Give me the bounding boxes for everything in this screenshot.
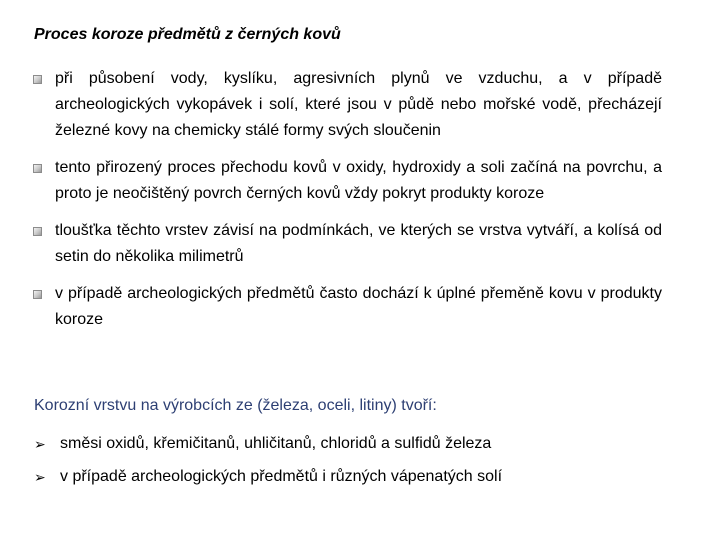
bullet-text: v případě archeologických předmětů často dochází k úplné přeměně kovu v produkty koroze <box>55 285 662 328</box>
subheading: Korozní vrstvu na výrobcích ze (železa, oceli, litiny) tvoří: <box>34 397 437 414</box>
bullet-item <box>30 281 662 333</box>
arrow-list-item <box>34 465 674 489</box>
bullet-item <box>30 155 662 207</box>
square-bullet-icon <box>33 164 42 173</box>
bullet-item <box>30 66 662 144</box>
square-bullet-icon <box>33 290 42 299</box>
bullet-text: při působení vody, kyslíku, agresivních plynů ve vzduchu, a v případě archeologických vykopávek i solí, které jsou v půdě nebo mořské vodě, přecházejí železné kovy na chemicky stálé formy svých sloučenin <box>55 70 662 139</box>
square-bullet-icon <box>33 75 42 84</box>
bullet-text: tento přirozený proces přechodu kovů v oxidy, hydroxidy a soli začíná na povrchu, a proto je neočištěný povrch černých kovů vždy pokryt produkty koroze <box>55 159 662 202</box>
slide-title: Proces koroze předmětů z černých kovů <box>34 26 341 43</box>
bullet-item <box>30 218 662 270</box>
arrow-bullet-icon: ➢ <box>34 469 46 485</box>
arrow-list <box>34 432 674 489</box>
arrow-item-text: v případě archeologických předmětů i různých vápenatých solí <box>60 468 503 485</box>
arrow-bullet-icon: ➢ <box>34 436 46 452</box>
arrow-item-text: směsi oxidů, křemičitanů, uhličitanů, chloridů a sulfidů železa <box>60 435 492 452</box>
square-bullet-icon <box>33 227 42 236</box>
bullet-list <box>30 66 662 333</box>
arrow-list-item <box>34 432 674 456</box>
bullet-text: tloušťka těchto vrstev závisí na podmínkách, ve kterých se vrstva vytváří, a kolísá od setin do několika milimetrů <box>55 222 662 265</box>
